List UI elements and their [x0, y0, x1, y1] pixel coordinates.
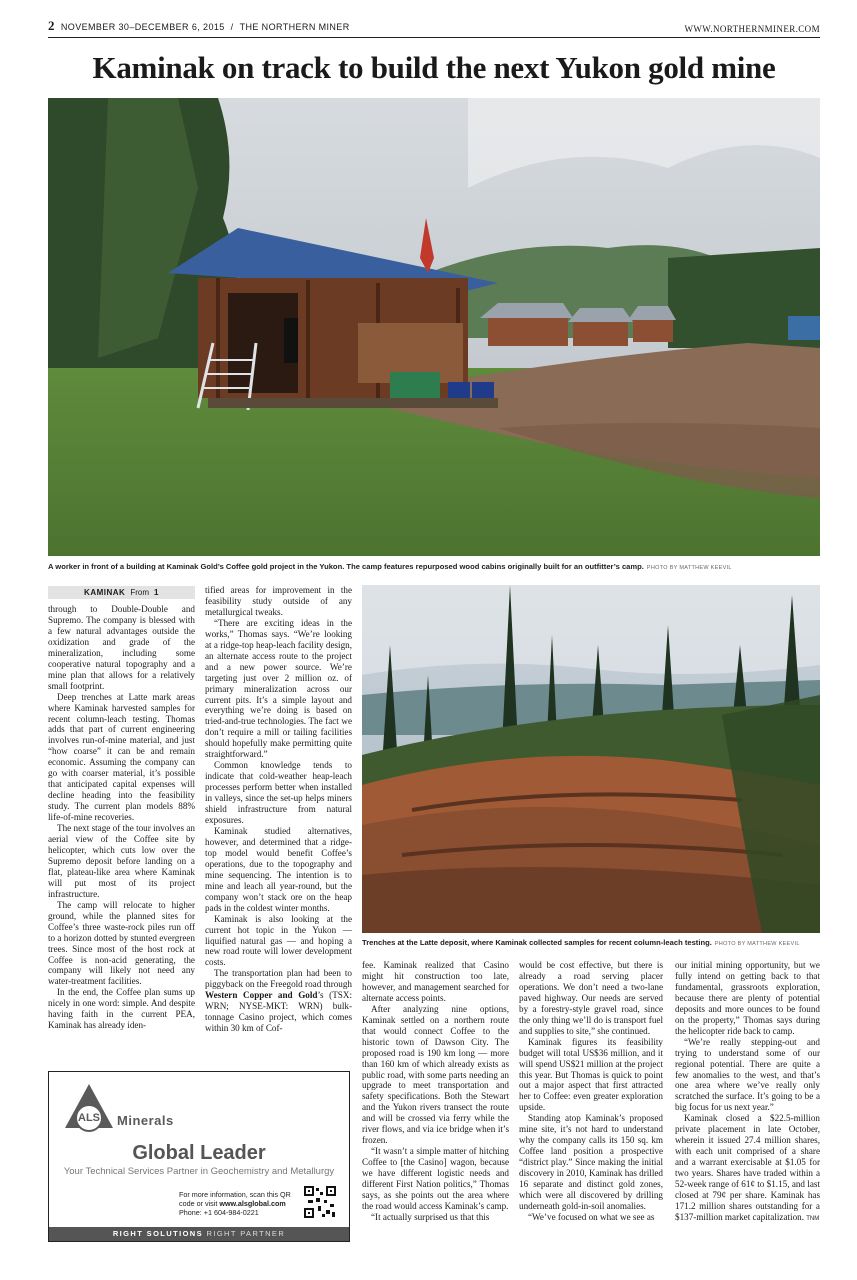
paragraph: The camp will relocate to higher ground, while the planned sites for Coffee’s three waste-rock piles run off to a horizon dotted by stunted evergreen trees. Since most of the host rock at Coffee is non-acid generating, the company will likely not need any water-treatment facilities. [48, 899, 195, 987]
ad-info-line-2 [179, 1199, 291, 1208]
camp-photo-caption [48, 562, 820, 571]
company-name-bold: Western Copper and Gold [205, 990, 318, 1001]
page-folio [48, 20, 820, 38]
trench-photo-credit: PHOTO BY MATTHEW KEEVIL [714, 941, 800, 947]
paragraph: “It wasn’t a simple matter of hitching Coffee to [the Casino] wagon, because we have different logistic needs and different First Nation politics,” Thomas says, as she points out the area where the road would access Kaminak’s camp. [362, 1146, 509, 1211]
paragraph: The next stage of the tour involves an aerial view of the Coffee site by helicopter, which cuts low over the Supremo deposit before landing on a flat, plateau-like area where Kaminak will put most of its project infrastructure. [48, 823, 195, 899]
paragraph: Common knowledge tends to indicate that cold-weather heap-leach processes perform better when installed in valleys, since the set-up helps miners shield infrastructure from natural exposures. [205, 760, 352, 826]
jump-from-page: 1 [154, 588, 159, 597]
headline: Kaminak on track to build the next Yukon gold mine [92, 50, 776, 85]
paragraph [205, 968, 352, 1034]
jump-label [48, 586, 195, 599]
paragraph [675, 1113, 820, 1225]
als-brand-short: ALS [78, 1112, 100, 1124]
ad-contact-info [179, 1190, 291, 1217]
ad-slogan-light: RIGHT PARTNER [206, 1229, 286, 1238]
article-column-5 [675, 960, 820, 1225]
ad-info-prefix: code or visit [179, 1199, 218, 1208]
ad-slogan-bold: RIGHT SOLUTIONS [112, 1229, 204, 1238]
paragraph: “There are exciting ideas in the works,” Thomas says. “We’re looking at a ridge-top heap-leach facility design, an alternate access route to the project and a new power source. We’re targeting just over 2 million oz. of primary mineralization across our current pits. It’s a simple layout and everything we’re doing is based on tried-and-true technologies. The fact we don’t require a mill or tailing facilities should hopefully make permitting quite straightforward.” [205, 617, 352, 760]
paragraph: After analyzing nine options, Kaminak settled on a northern route that would connect Coffee to the historic town of Dawson City. The proposed road is 190 km long — more than 160 km of which already exists as public road, with some parts needing an upgrade to meet transportation and safety specifications. Both the Stewart and the Yukon rivers transect the route and will be crossed via ferry while the river flows, and via ice bridge when it’s frozen. [362, 1003, 509, 1146]
paragraph: “It actually surprised us that this [371, 1211, 490, 1222]
paragraph-tail: ’s (TSX: WRN; NYSE-MKT: WRN) bulk-tonnage Casino project, which comes within 30 km of Cof- [205, 990, 352, 1034]
als-brand-name: Minerals [117, 1113, 174, 1128]
trench-photo [362, 585, 820, 933]
ad-info-line-1: For more information, scan this QR [179, 1190, 291, 1199]
paragraph: would be cost effective, but there is already a road serving placer operations. We don’t need a two-lane paved highway. Our needs are served by a forestry-style gravel road, since the only thing we’ll do is transport fuel and supplies to site,” she continued. [519, 960, 663, 1036]
ad-slogan-strip [49, 1227, 349, 1241]
paragraph: Standing atop Kaminak’s proposed mine site, it’s not hard to understand why the company calls its 150 sq. km Coffee land position a prospective “district play.” Since making the initial discovery in 2010, Kaminak has drilled 16 separate and distinct gold zones, which were all discovered by drilling underneath gold-in-soil anomalies. [519, 1113, 663, 1211]
article-column-2 [205, 585, 352, 1034]
camp-photo-credit: PHOTO BY MATTHEW KEEVIL [646, 565, 732, 571]
trench-photo-caption [362, 938, 820, 947]
folio-dateline: NOVEMBER 30–DECEMBER 6, 2015 [60, 22, 225, 32]
paragraph: tified areas for improvement in the feasibility study outside of any metallurgical tweaks. [205, 585, 352, 617]
paragraph: Kaminak is also looking at the current hot topic in the Yukon — liquified natural gas — and hoping a new road route will lower development costs. [205, 913, 352, 968]
als-minerals-ad[interactable] [48, 1071, 350, 1242]
paragraph: “We’ve focused on what we see as [528, 1211, 655, 1222]
article-column-3 [362, 960, 509, 1223]
signoff: TNM [806, 1215, 820, 1222]
folio-left [48, 18, 350, 34]
camp-caption-text: A worker in front of a building at Kaminak Gold’s Coffee gold project in the Yukon. The camp features repurposed wood cabins originally built for an outfitter’s camp. [48, 562, 644, 571]
ad-phone: Phone: +1 604-984-0221 [179, 1208, 259, 1217]
jump-from-text: From [130, 588, 149, 597]
paragraph: through to Double-Double and Supremo. The company is blessed with a few natural advantages outside the oxidization and grade of the mineralization, including some cooperative natural topography and a mine plan that allows for a relatively small footprint. [48, 604, 195, 691]
paragraph: Kaminak figures its feasibility budget will total US$36 million, and it will spend US$21 million at the project this year. But Thomas is quick to point out a major aspect that first attracted her to Coffee: even greater exploration upside. [519, 1036, 663, 1113]
trench-caption-text: Trenches at the Latte deposit, where Kaminak collected samples for recent column-leach testing. [362, 938, 712, 947]
paragraph: fee. Kaminak realized that Casino might hit construction too late, however, and management searched for alternate access points. [362, 960, 509, 1003]
ad-website-link[interactable]: www.alsglobal.com [219, 1199, 286, 1208]
paragraph: “We’re really stepping-out and trying to understand some of our regional potential. There are quite a few anomalies to the west, and that’s one area where we’ve really only scratched the surface. It’s going to be a big focus for us next year.” [675, 1036, 820, 1113]
qr-code-icon[interactable] [304, 1186, 336, 1218]
paragraph-lead: The transportation plan had been to piggyback on the Freegold road through [205, 968, 352, 990]
paragraph-text: Kaminak closed a $22.5-million private placement in late October, wherein it issued 27.4 million shares, with each unit comprised of a share and a warrant exercisable at $1.05 for two years. Shares have traded within a 52-week range of 61¢ to $1.15, and last closed at 79¢ per share. Kaminak has 171.2 million shares outstanding for a $137-million market capitalization. [675, 1113, 820, 1222]
paragraph: Kaminak studied alternatives, however, and determined that a ridge-top model would benefit Coffee’s operations, due to the topography and mine sequencing. The intention is to mine and leach all year-round, but the company won’t stack ore on the heap pads in the coldest winter months. [205, 825, 352, 913]
page-number: 2 [48, 18, 55, 33]
ad-title: Global Leader [132, 1142, 266, 1164]
folio-website[interactable]: WWW.NORTHERNMINER.COM [684, 24, 820, 34]
paragraph: In the end, the Coffee plan sums up nicely in one word: simple. And despite having faith in the current PEA, Kaminak has already iden- [48, 987, 195, 1031]
folio-publication: THE NORTHERN MINER [239, 22, 350, 32]
paragraph: Deep trenches at Latte mark areas where Kaminak harvested samples for recent column-leach testing. Thomas adds that part of current engineering involves run-of-mine material, and just “how coarse” it can be and remain economic. Assuming the company can go with coarser material, it’s possible that anticipated capital expenses will decline heading into the feasibility study. The current plan models 88% life-of-mine recoveries. [48, 691, 195, 823]
article-column-4 [519, 960, 663, 1223]
folio-separator: / [230, 22, 234, 32]
camp-photo [48, 98, 820, 556]
jump-slug: KAMINAK [84, 588, 126, 597]
ad-tagline: Your Technical Services Partner in Geochemistry and Metallurgy [63, 1166, 335, 1177]
paragraph: our initial mining opportunity, but we fully intend on getting back to that fundamental, grassroots exploration, because there are plenty of potential deposits and more ounces to be found on the property,” Thomas says during the helicopter ride back to camp. [675, 960, 820, 1036]
article-column-1 [48, 604, 195, 1031]
